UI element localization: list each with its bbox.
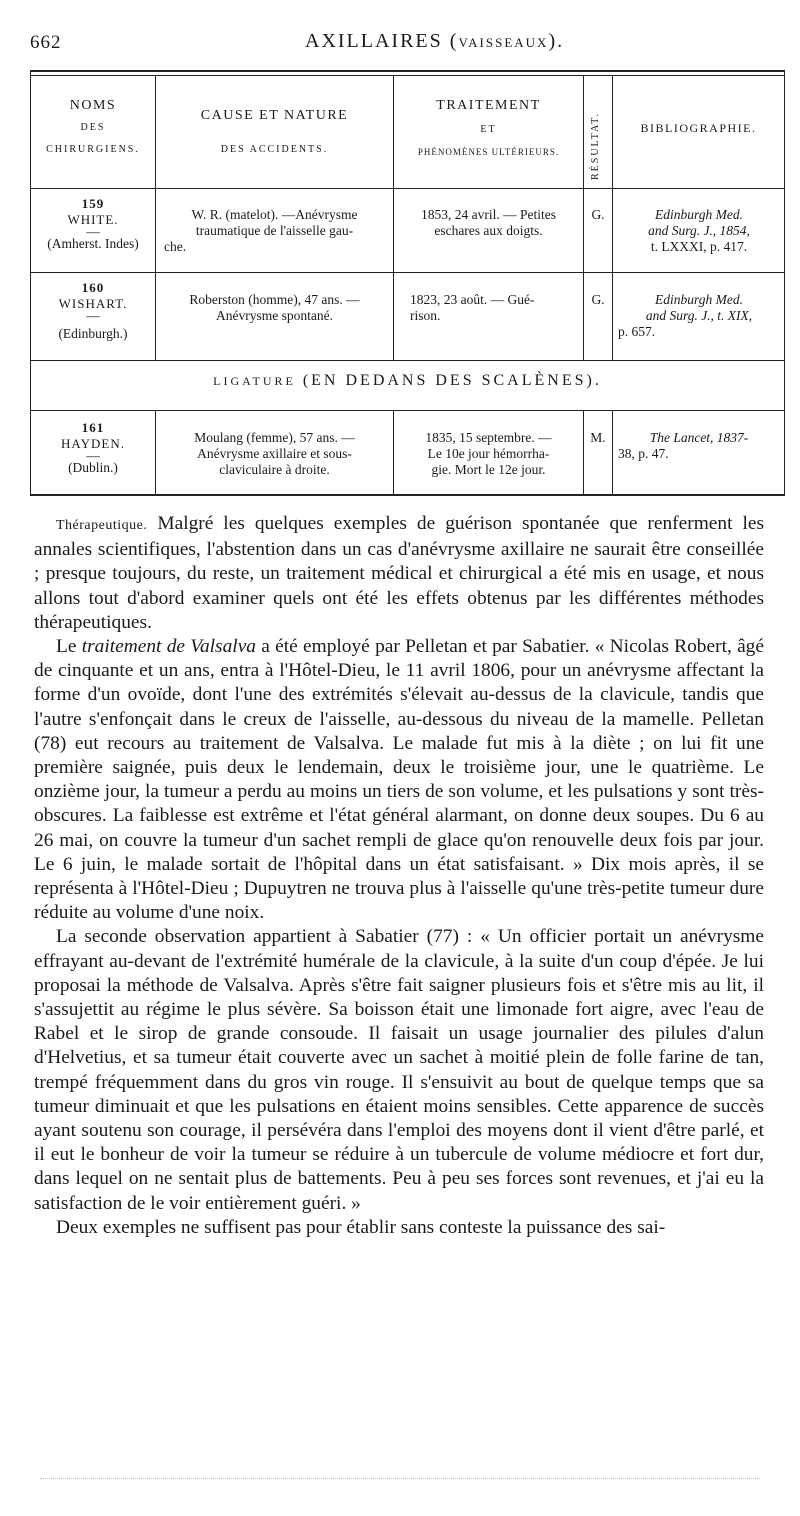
header-cause: CAUSE ET NATURE DES ACCIDENTS. [200, 108, 349, 155]
row-159-resultat: G. [591, 207, 605, 222]
row-160-cause: Roberston (homme), 47 ans. — Anévrysme spontané. [189, 292, 360, 323]
col-rule-4 [612, 76, 613, 360]
col-rule-2b [393, 411, 394, 495]
paragraph-lead: Thérapeutique. [56, 518, 148, 533]
table-header-rule [30, 188, 785, 189]
row-159-traitement: 1853, 24 avril. — Petites eschares aux doigts. [421, 207, 556, 238]
paragraph-therapeutique: Thérapeutique. Malgré les quelques exemples de guérison spontanée que renferment les annales scientifiques, l'abstention dans un cas d'anévrysme axillaire ne saurait être conseillée ; presque toujours, du reste, un traitement médical et chirurgical a été mis en usage, et nous allons tout d'abord examiner quels ont été les effets obtenus par les différentes méthodes thérapeutiques. [34, 513, 764, 633]
col-rule-3b [583, 411, 584, 495]
row-159-surgeon: 159 WHITE. — (Amherst. Indes) [47, 196, 139, 251]
col-rule-right [784, 72, 785, 495]
header-bibliographie: BIBLIOGRAPHIE. [640, 121, 757, 135]
row-160-traitement: 1823, 23 août. — Gué- rison. [410, 292, 535, 323]
running-head [30, 30, 770, 60]
table-top-rule [30, 70, 785, 72]
row-161-traitement: 1835, 15 septembre. — Le 10e jour hémorrha- gie. Mort le 12e jour. [425, 430, 552, 477]
row-159-biblio: Edinburgh Med. and Surg. J., 1854, t. LXXXI, p. 417. [648, 207, 750, 254]
table-section-rule [30, 410, 785, 411]
section-title-ligature: LIGATURE (EN DEDANS DES SCALÈNES). [213, 372, 602, 389]
row-161-resultat: M. [590, 430, 606, 445]
page-number: 662 [30, 32, 62, 53]
row-161-biblio: The Lancet, 1837- 38, p. 47. [618, 430, 749, 461]
row-159-cause: W. R. (matelot). —Anévrysme traumatique de l'aisselle gau- che. [164, 207, 358, 254]
row-160-surgeon: 160 WISHART. — (Edinburgh.) [58, 280, 128, 341]
paragraph-deux-exemples: Deux exemples ne suffisent pas pour établir sans conteste la puissance des sai- [56, 1216, 666, 1238]
row-160-biblio: Edinburgh Med. and Surg. J., t. XIX, p. 657. [618, 292, 753, 339]
table-row-rule-2 [30, 360, 785, 361]
header-resultat: RÉSULTAT. [590, 111, 601, 180]
row-161-cause: Moulang (femme), 57 ans. — Anévrysme axillaire et sous- claviculaire à droite. [194, 430, 355, 477]
table-top-rule-thin [30, 75, 785, 76]
table-bottom-rule [30, 494, 785, 496]
col-rule-4b [612, 411, 613, 495]
paragraph-valsalva: Le traitement de Valsalva a été employé par Pelletan et par Sabatier. « Nicolas Robert, âgé de cinquante et un ans, entra à l'Hôtel-Dieu, le 11 avril 1806, pour un anévrysme affectant la forme d'un ovoïde, dont l'une des extrémités s'élevait au-dessus de la clavicule, tandis que l'autre s'enfonçait dans le creux de l'aisselle, au-dessous du niveau de la mamelle. Pelletan (78) eut recours au traitement de Valsalva. Le malade fut mis à la diète ; on lui fit une première saignée, puis deux le lendemain, deux le troisième jour, une le quatrième. Le onzième jour, la tumeur a perdu au moins un tiers de son volume, et les pulsations y sont très-obscures. La faiblesse est extrême et l'état général alarmant, on donne deux soupes. Du 6 au 26 mai, on couvre la tumeur d'un sachet rempli de glace qu'on renouvelle deux fois par jour. Le 6 juin, le malade sortait de l'hôpital dans un état satisfaisant. » Dix mois après, il se représenta à l'Hôtel-Dieu ; Dupuytren ne trouva plus à l'aisselle qu'une très-petite tumeur dure réduite au volume d'une noix. [34, 636, 764, 924]
table-row-rule-1 [30, 272, 785, 273]
col-rule-1b [155, 411, 156, 495]
header-noms: NOMS DES CHIRURGIENS. [46, 98, 140, 155]
body-text [34, 512, 764, 1240]
running-title: AXILLAIRES (VAISSEAUX). [305, 30, 565, 52]
row-161-surgeon: 161 HAYDEN. — (Dublin.) [61, 420, 125, 475]
paragraph-sabatier: La seconde observation appartient à Sabatier (77) : « Un officier portait un anévrysme effrayant au-devant de l'extrémité humérale de la clavicule, à la suite d'un coup d'épée. Je lui proposai la méthode de Valsalva. Après s'être fait saigner plusieurs fois et s'être mis au lit, il s'assujettit au régime le plus sévère. Sa boisson était une limonade fort aigre, avec l'eau de Rabel et le sirop de grande consoude. Il faisait un usage journalier des pilules d'alun d'Helvetius, et sa tumeur était couverte avec un sachet à moitié plein de folle farine de tan, trempé fréquemment dans du gros vin rouge. Il s'ensuivit au bout de quelque temps que sa tumeur diminuait et que les pulsations en étaient moins sensibles. Cette apparence de succès ayant soutenu son courage, il persévéra dans l'emploi des moyens dont il vient d'être parlé, et il eut le bonheur de voir la tumeur se réduire à un tubercule de volume médiocre et fort dur, dans lequel on ne sentait plus de battements. Peu à peu ses forces sont revenues, et j'ai eu la satisfaction de le voir entièrement guéri. » [34, 926, 764, 1214]
header-traitement: TRAITEMENT ET PHÉNOMÈNES ULTÉRIEURS. [417, 98, 560, 157]
row-160-resultat: G. [591, 292, 605, 307]
footer-rule [40, 1478, 760, 1480]
